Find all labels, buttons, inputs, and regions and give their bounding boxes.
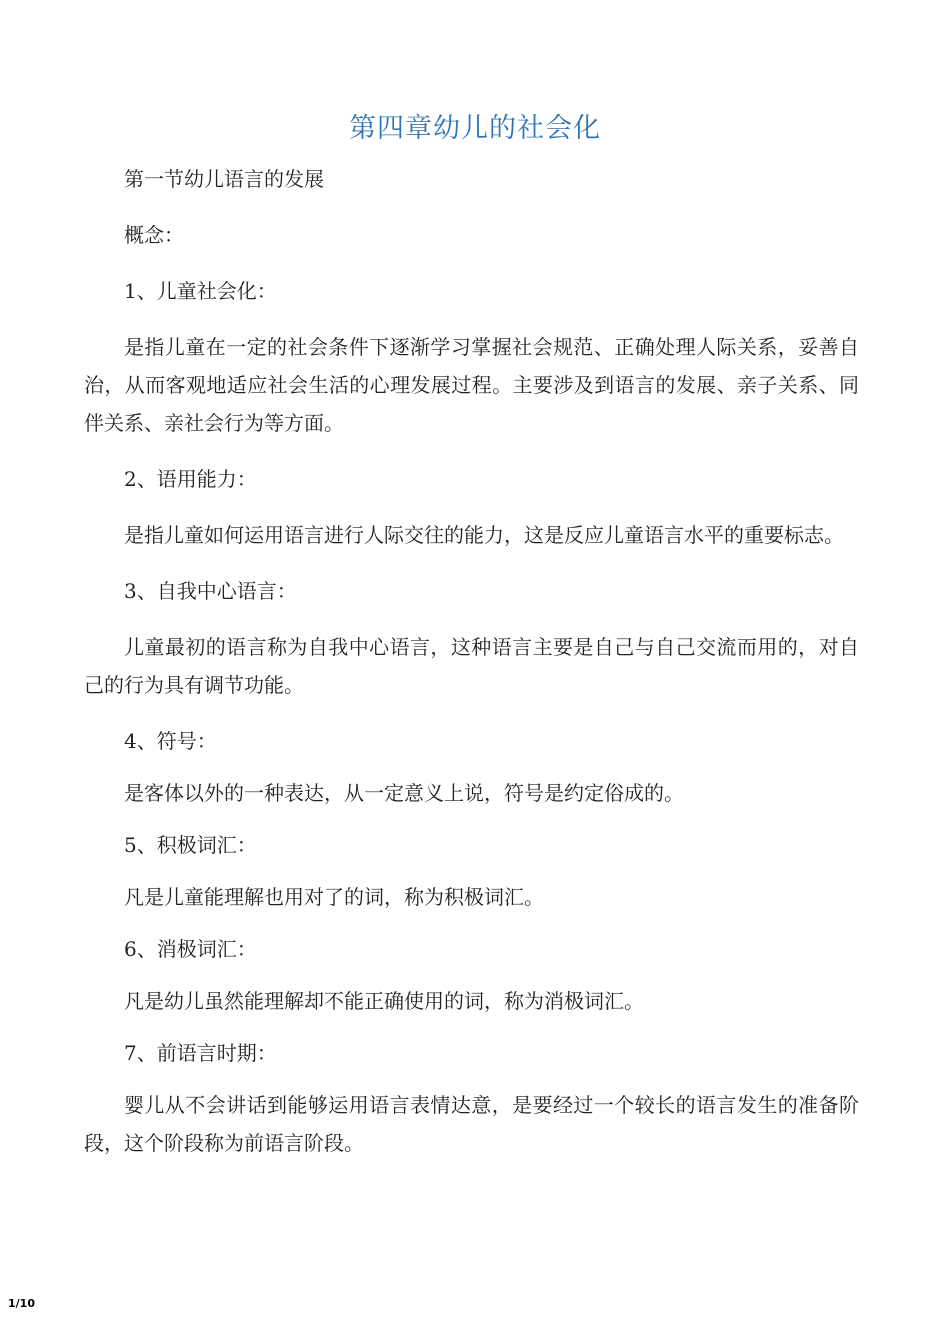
concept-heading-6: 6、消极词汇：: [124, 937, 257, 961]
document-title: 第四章幼儿的社会化: [349, 113, 601, 144]
document-body: [84, 160, 859, 1180]
concept-body-7: 婴儿从不会讲话到能够运用语言表情达意，是要经过一个较长的语言发生的准备阶段，这个阶段称为前语言阶段。: [84, 1093, 859, 1155]
concept-body-1: 是指儿童在一定的社会条件下逐渐学习掌握社会规范、正确处理人际关系，妥善自治，从而客观地适应社会生活的心理发展过程。主要涉及到语言的发展、亲子关系、同伴关系、亲社会行为等方面。: [84, 335, 859, 435]
concepts-label: 概念：: [124, 223, 184, 247]
concept-body-3: 儿童最初的语言称为自我中心语言，这种语言主要是自己与自己交流而用的，对自己的行为具有调节功能。: [84, 635, 859, 697]
concept-body-6: 凡是幼儿虽然能理解却不能正确使用的词，称为消极词汇。: [124, 989, 644, 1013]
concept-heading-5: 5、积极词汇：: [124, 833, 257, 857]
concept-heading-7: 7、前语言时期：: [124, 1041, 277, 1065]
concept-body-5: 凡是儿童能理解也用对了的词，称为积极词汇。: [124, 885, 544, 909]
concept-heading-1: 1、儿童社会化：: [124, 279, 277, 303]
concept-heading-3: 3、自我中心语言：: [124, 579, 297, 603]
section-heading: 第一节幼儿语言的发展: [124, 167, 324, 191]
page-number: 1/10: [8, 1297, 35, 1310]
concept-body-4: 是客体以外的一种表达，从一定意义上说，符号是约定俗成的。: [124, 781, 684, 805]
concept-heading-4: 4、符号：: [124, 729, 217, 753]
concept-body-2: 是指儿童如何运用语言进行人际交往的能力，这是反应儿童语言水平的重要标志。: [124, 523, 844, 547]
concept-heading-2: 2、语用能力：: [124, 467, 257, 491]
